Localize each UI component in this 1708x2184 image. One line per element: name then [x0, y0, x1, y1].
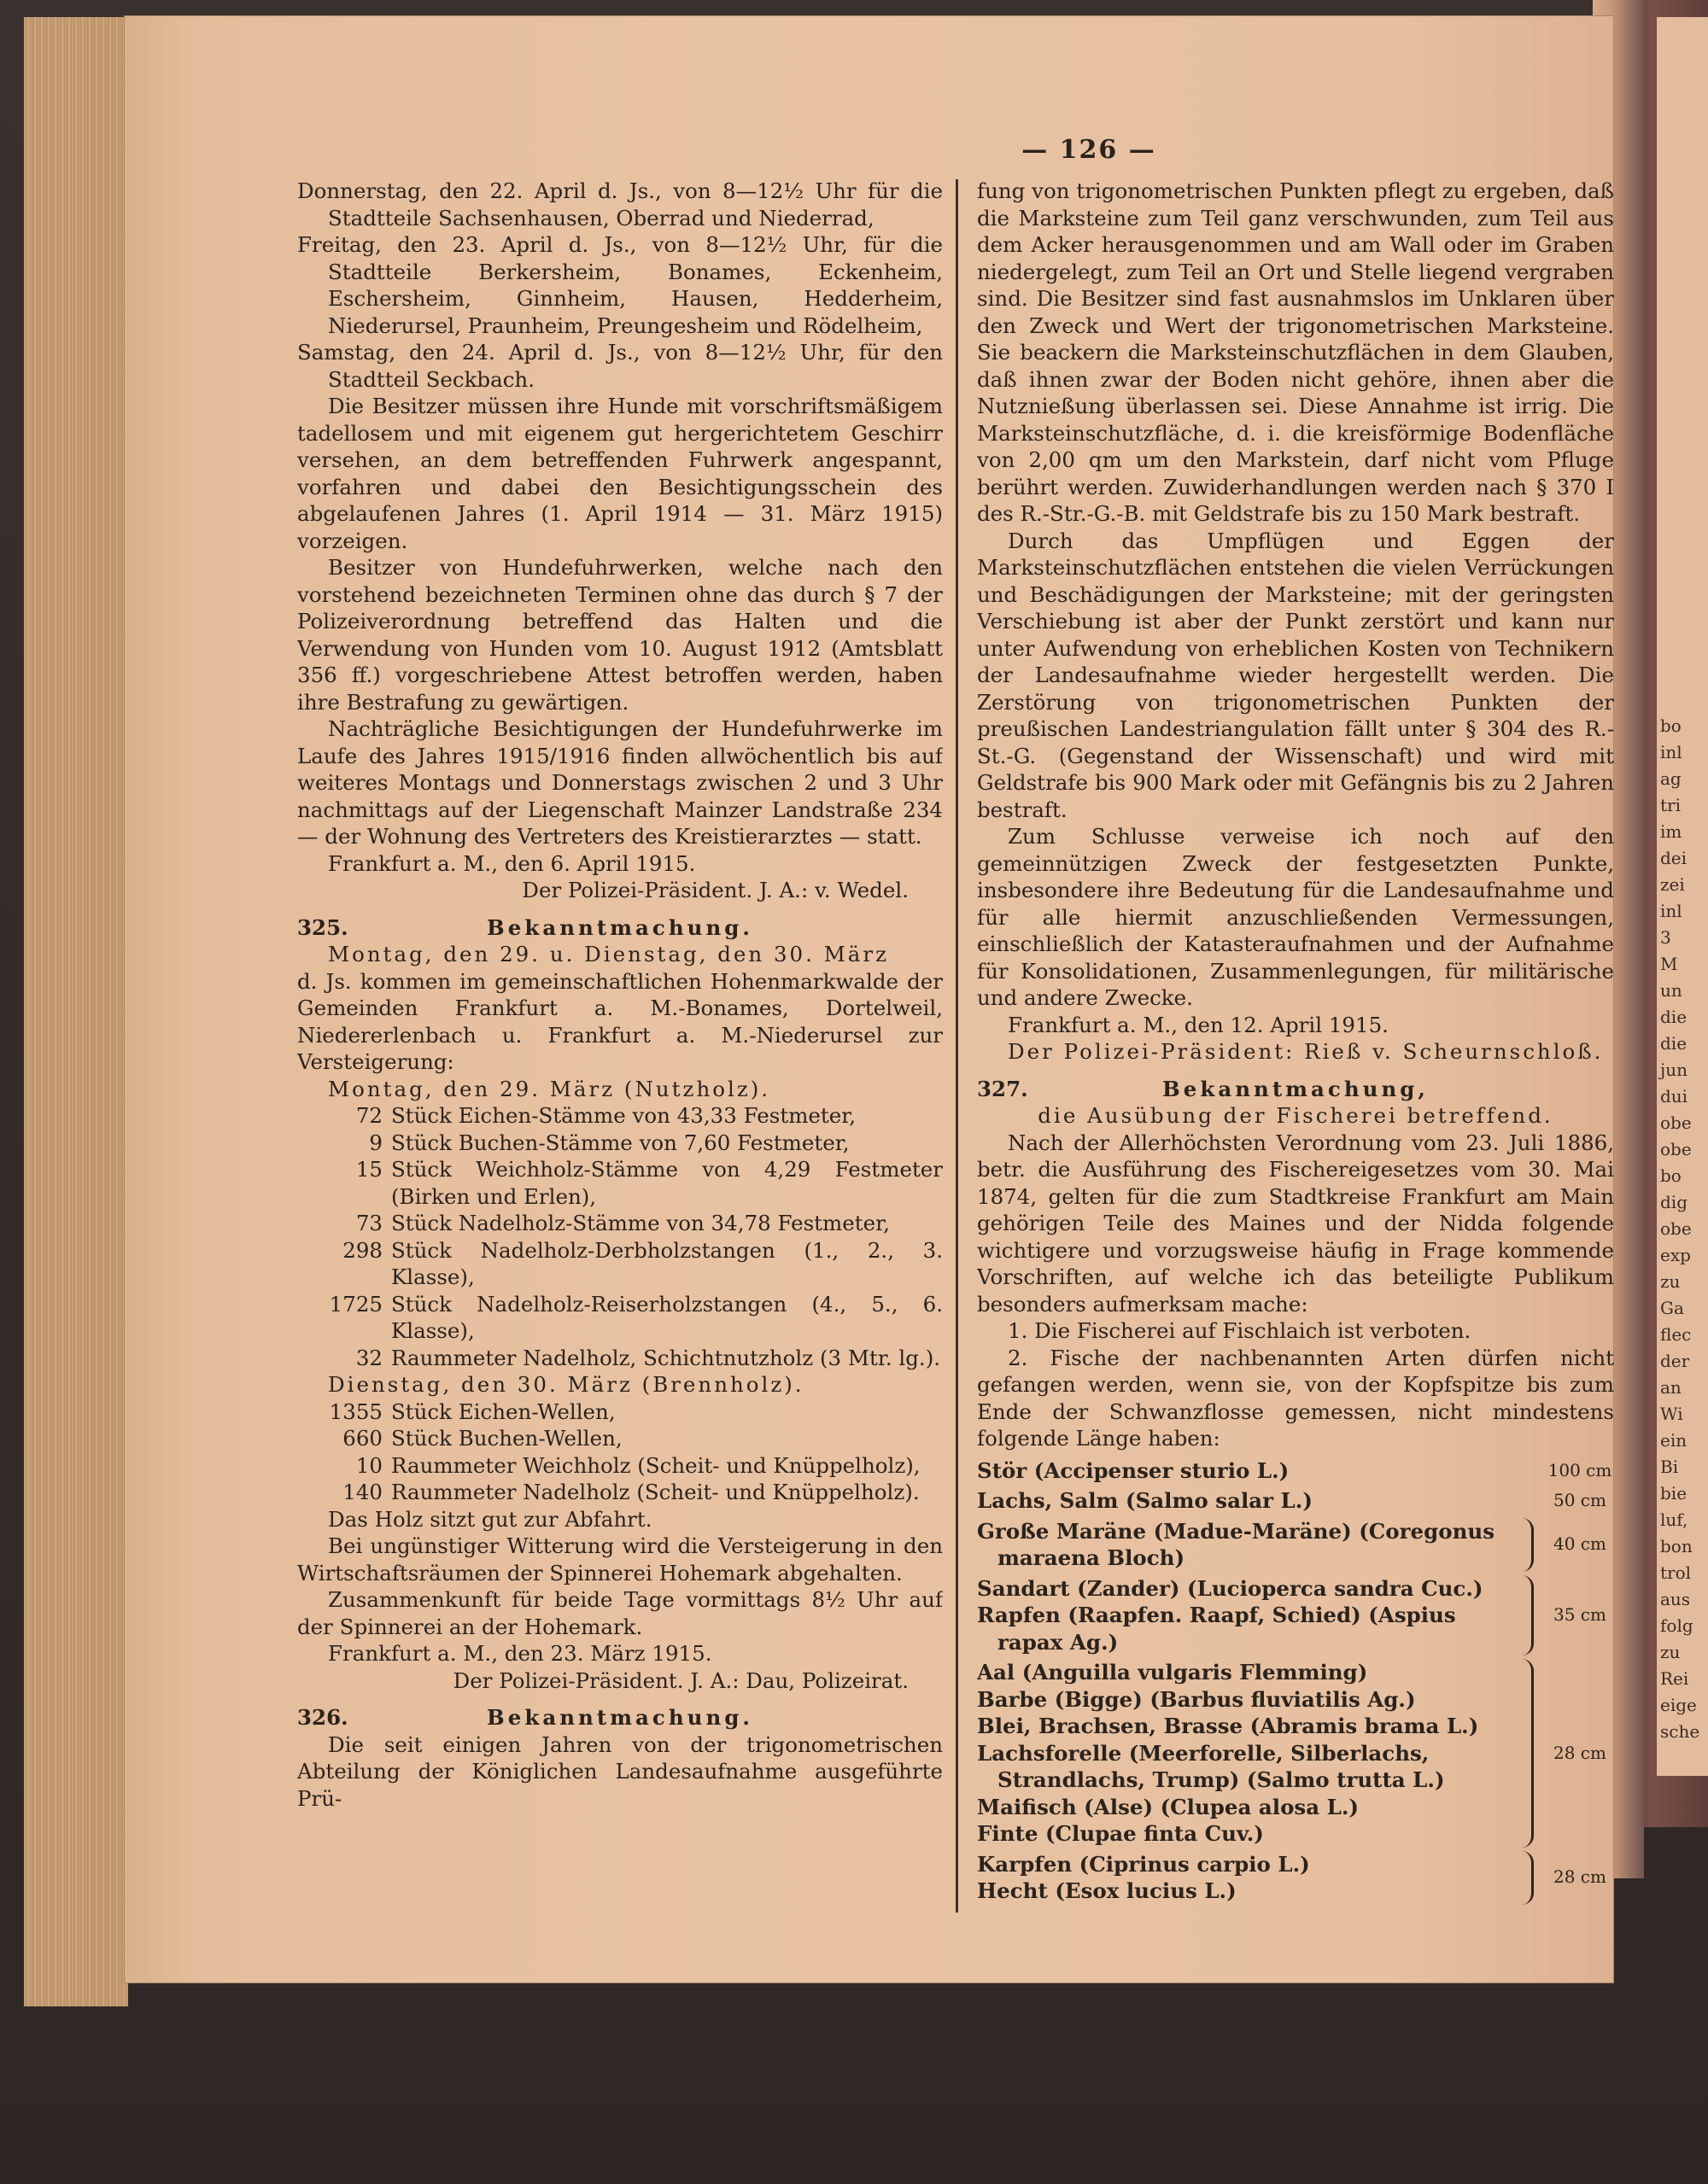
adjacent-page-fragment: zu [1660, 1271, 1681, 1292]
item-desc: Raummeter Nadelholz (Scheit- und Knüppelholz). [391, 1480, 920, 1504]
tuesday-list [297, 1399, 943, 1506]
item-desc: Stück Weichholz-Stämme von 4,29 Festmeter (Birken und Erlen), [391, 1157, 943, 1209]
min-size: 100 cm [1547, 1459, 1612, 1480]
list-item [297, 1425, 943, 1452]
column-divider [956, 179, 958, 1912]
qty: 9 [369, 1130, 383, 1155]
min-size: 35 cm [1553, 1604, 1606, 1625]
paragraph: Zusammenkunft für beide Tage vormittags 8½ Uhr auf der Spinnerei an der Hohemark. [297, 1587, 943, 1639]
adjacent-page-fragment: zei [1660, 874, 1685, 895]
fish-name: Stör (Accipenser sturio L.) [977, 1457, 1290, 1483]
paragraph: fung von trigonometrischen Punkten pflegt zu ergeben, daß die Marksteine zum Teil ganz verschwunden, zum Teil aus dem Acker herausgenommen und am Wall oder im Graben niedergelegt, zum Teil an Ort und Stelle liegend vergraben sind. Die Besitzer sind fast ausnahmslos im Unklaren über den Zweck und Wert der trigonometrischen Marksteine. Sie beackern die Marksteinschutzflächen in dem Glauben, daß ihnen zwar der Boden nicht gehöre, ihnen aber die Nutznießung überlassen sei. Diese Annahme ist irrig. Die Marksteinschutzfläche, d. i. die kreisförmige Bodenfläche von 2,00 qm um den Markstein, darf nicht vom Pfluge berührt werden. Zuwiderhandlungen werden nach § 370 I des R.-Str.-G.-B. mit Geldstrafe bis zu 150 Mark bestraft. [977, 178, 1614, 526]
qty: 15 [355, 1157, 383, 1182]
adjacent-page-fragment: flec [1660, 1324, 1692, 1345]
adjacent-page-fragment: dui [1660, 1086, 1688, 1107]
fish-name: Finte (Clupae finta Cuv.) [977, 1821, 1264, 1846]
adjacent-page-fragment: die [1660, 1033, 1688, 1054]
adjacent-page-fragment: ein [1660, 1430, 1688, 1451]
paragraph: Nachträgliche Besichtigungen der Hundefuhrwerke im Laufe des Jahres 1915/1916 finden allwöchentlich bis auf weiteres Montags und Donnerstags zwischen 2 und 3 Uhr nachmittags auf der Liegenschaft Mainzer Landstraße 234 — der Wohnung des Vertreters des Kreistierarztes — statt. [297, 716, 943, 849]
adjacent-page-fragment: exp [1660, 1245, 1691, 1265]
left-column [297, 178, 943, 1936]
adjacent-page-fragment: bon [1660, 1536, 1693, 1556]
adjacent-page-fragment: die [1660, 1007, 1688, 1027]
adjacent-page-fragment: bo [1660, 715, 1682, 736]
adjacent-page-fragment: M [1660, 954, 1678, 974]
notice-title: Bekanntmachung. [487, 1705, 753, 1730]
list-item [297, 1399, 943, 1426]
adjacent-page-fragment: sche [1660, 1721, 1700, 1742]
item-desc: Stück Buchen-Wellen, [391, 1426, 623, 1451]
adjacent-page-fragment: obe [1660, 1218, 1692, 1239]
notice-325-heading [297, 914, 943, 942]
page-number: — 126 — [1021, 135, 1156, 165]
item-desc: Raummeter Nadelholz, Schichtnutzholz (3 Mtr. lg.). [391, 1345, 941, 1370]
fish-name: Maifisch (Alse) (Clupea alosa L.) [977, 1794, 1359, 1819]
fish-name: Blei, Brachsen, Brasse (Abramis brama L.) [977, 1714, 1479, 1738]
fish-name: Hecht (Esox lucius L.) [977, 1878, 1237, 1903]
fish-name: Rapfen (Raapfen. Raapf, Schied) (Aspius rapax Ag.) [977, 1603, 1456, 1655]
min-size: 28 cm [1553, 1742, 1606, 1763]
date-line: Frankfurt a. M., den 6. April 1915. [328, 850, 696, 876]
notice-326-heading [297, 1704, 943, 1731]
date-line: Frankfurt a. M., den 23. März 1915. [328, 1641, 712, 1666]
notice-327-heading [977, 1076, 1614, 1103]
tuesday-heading: Dienstag, den 30. März (Brennholz). [328, 1372, 804, 1397]
fish-group [977, 1851, 1614, 1905]
notice-number: 326. [297, 1705, 348, 1730]
fish-name: Aal (Anguilla vulgaris Flemming) [977, 1660, 1368, 1685]
adjacent-page-fragment: zu [1660, 1642, 1681, 1662]
adjacent-page-fragment: tri [1660, 795, 1681, 815]
fish-group [977, 1575, 1614, 1656]
paragraph: Das Holz sitzt gut zur Abfahrt. [328, 1506, 652, 1532]
fish-group [977, 1457, 1614, 1485]
qty: 1725 [329, 1291, 383, 1317]
list-item [297, 1452, 943, 1480]
signature: Der Polizei-Präsident. J. A.: v. Wedel. [522, 878, 909, 902]
qty: 73 [355, 1211, 383, 1235]
notice-number: 325. [297, 914, 348, 940]
qty: 660 [342, 1426, 383, 1451]
list-item [297, 1345, 943, 1372]
item-desc: Stück Nadelholz-Reiserholzstangen (4., 5., 6. Klasse), [391, 1291, 943, 1343]
list-item [297, 1237, 943, 1291]
item-desc: Stück Eichen-Wellen, [391, 1399, 616, 1424]
adjacent-page-fragment: aus [1660, 1589, 1691, 1609]
adjacent-page-fragment: jun [1660, 1060, 1688, 1080]
item-desc: Stück Eichen-Stämme von 43,33 Festmeter, [391, 1103, 857, 1128]
adjacent-page-fragment: ag [1660, 768, 1682, 789]
adjacent-page-fragment: Ga [1660, 1298, 1684, 1318]
qty: 140 [342, 1480, 383, 1504]
schedule-saturday: Samstag, den 24. April d. Js., von 8—12½ Uhr, für den Stadtteil Seckbach. [297, 340, 943, 392]
adjacent-page-fragment: Wi [1660, 1404, 1683, 1424]
rule-2: 2. Fische der nachbenannten Arten dürfen nicht gefangen werden, wenn sie, von der Kopfspitze bis zum Ende der Schwanzflosse gemessen, nicht mindestens folgende Länge haben: [977, 1345, 1614, 1451]
adjacent-page-fragment: 3 [1660, 927, 1671, 948]
adjacent-page-fragment: obe [1660, 1139, 1692, 1159]
fish-name: Barbe (Bigge) (Barbus fluviatilis Ag.) [977, 1686, 1416, 1712]
adjacent-page-fragment: inl [1660, 901, 1682, 921]
brace [1509, 1659, 1534, 1848]
fish-size-table [977, 1457, 1614, 1905]
signature: Der Polizei-Präsident: Rieß v. Scheurnschloß. [1008, 1039, 1604, 1064]
qty: 10 [355, 1452, 383, 1478]
auction-dates: Montag, den 29. u. Dienstag, den 30. März [328, 942, 890, 966]
min-size: 50 cm [1553, 1490, 1606, 1510]
adjacent-page-fragment: dei [1660, 848, 1688, 868]
brace [1509, 1575, 1534, 1656]
fish-name: Karpfen (Ciprinus carpio L.) [977, 1851, 1310, 1877]
schedule-thursday: Donnerstag, den 22. April d. Js., von 8—12½ Uhr für die Stadtteile Sachsenhausen, Oberrad und Niederrad, [297, 178, 943, 231]
item-desc: Stück Nadelholz-Derbholzstangen (1., 2., 3. Klasse), [391, 1237, 943, 1289]
fish-name: Lachs, Salm (Salmo salar L.) [977, 1488, 1313, 1513]
qty: 72 [355, 1103, 383, 1128]
item-desc: Stück Buchen-Stämme von 7,60 Festmeter, [391, 1130, 850, 1155]
right-column [977, 178, 1614, 1936]
paragraph: Bei ungünstiger Witterung wird die Versteigerung in den Wirtschaftsräumen der Spinnerei Hohemark abgehalten. [297, 1533, 943, 1585]
adjacent-page-fragment: bo [1660, 1165, 1682, 1186]
adjacent-page-fragment: dig [1660, 1192, 1688, 1212]
paragraph: Besitzer von Hundefuhrwerken, welche nach den vorstehend bezeichneten Terminen ohne das durch § 7 der Polizeiverordnung betreffend das Halten und die Verwendung von Hunden vom 10. August 1912 (Amtsblatt 356 ff.) vorgeschriebene Attest betroffen werden, haben ihre Bestrafung zu gewärtigen. [297, 555, 943, 715]
monday-heading: Montag, den 29. März (Nutzholz). [328, 1076, 771, 1101]
item-desc: Stück Nadelholz-Stämme von 34,78 Festmeter, [391, 1211, 890, 1235]
adjacent-page-fragment: Bi [1660, 1457, 1679, 1477]
adjacent-page-fragment: im [1660, 821, 1682, 842]
adjacent-page-fragment: obe [1660, 1112, 1692, 1133]
adjacent-page-fragment: bie [1660, 1483, 1688, 1504]
list-item [297, 1210, 943, 1237]
date-line: Frankfurt a. M., den 12. April 1915. [1008, 1012, 1389, 1037]
fish-name: Sandart (Zander) (Lucioperca sandra Cuc.) [977, 1575, 1483, 1601]
list-item [297, 1130, 943, 1157]
qty: 1355 [329, 1399, 383, 1424]
paragraph: Nach der Allerhöchsten Verordnung vom 23. Juli 1886, betr. die Ausführung des Fischereigesetzes vom 30. Mai 1874, gelten für die zum Stadtkreise Frankfurt am Main gehörigen Teile des Maines und der Nidda folgende wichtigere und vorzugsweise häufig in Frage kommende Vorschriften, auf welche ich das beteiligte Publikum besonders aufmerksam mache: [977, 1130, 1614, 1317]
monday-list [297, 1102, 943, 1371]
qty: 298 [342, 1237, 383, 1263]
list-item [297, 1102, 943, 1130]
item-desc: Raummeter Weichholz (Scheit- und Knüppelholz), [391, 1452, 921, 1478]
adjacent-page [1657, 17, 1708, 1776]
list-item [297, 1156, 943, 1210]
paragraph: Durch das Umpflügen und Eggen der Marksteinschutzflächen entstehen die vielen Verrückungen und Beschädigungen der Marksteine; mit der geringsten Verschiebung ist aber der Punkt zerstört und kann nur unter Aufwendung von erheblichen Kosten von Technikern der Landesaufnahme wieder hergestellt werden. Die Zerstörung von trigonometrischen Punkten der preußischen Landestriangulation fällt unter § 304 des R.-St.-G. (Gegenstand der Wissenschaft) und wird mit Geldstrafe bis 900 Mark oder mit Gefängnis bis zu 2 Jahren bestraft. [977, 528, 1614, 822]
adjacent-page-fragment: Rei [1660, 1668, 1689, 1689]
fish-group [977, 1659, 1614, 1848]
paragraph: Zum Schlusse verweise ich noch auf den gemeinnützigen Zweck der festgesetzten Punkte, insbesondere ihre Bedeutung für die Landesaufnahme und für alle hiermit anzuschließenden Vermessungen, einschließlich der Katasteraufnahmen und der Aufnahme für Konsolidationen, Zusammenlegungen, für militärische und andere Zwecke. [977, 824, 1614, 1010]
adjacent-page-fragment: folg [1660, 1615, 1693, 1636]
adjacent-page-fragment: luf, [1660, 1510, 1688, 1530]
notice-subtitle: die Ausübung der Fischerei betreffend. [1038, 1103, 1553, 1128]
min-size: 28 cm [1553, 1866, 1606, 1888]
brace [1509, 1518, 1534, 1572]
adjacent-page-fragment: eige [1660, 1695, 1697, 1715]
adjacent-page-fragment: der [1660, 1351, 1690, 1371]
notice-title: Bekanntmachung. [487, 914, 753, 940]
adjacent-page-fragment: inl [1660, 742, 1682, 762]
fish-name: Lachsforelle (Meerforelle, Silberlachs, Strandlachs, Trump) (Salmo trutta L.) [977, 1740, 1445, 1792]
brace [1509, 1851, 1534, 1905]
rule-1: 1. Die Fischerei auf Fischlaich ist verboten. [1008, 1318, 1471, 1343]
notice-number: 327. [977, 1076, 1028, 1101]
fish-name: Große Maräne (Madue-Maräne) (Coregonus maraena Bloch) [977, 1518, 1495, 1570]
qty: 32 [355, 1345, 383, 1370]
auction-intro: d. Js. kommen im gemeinschaftlichen Hohenmarkwalde der Gemeinden Frankfurt a. M.-Bonames, Dortelweil, Niedererlenbach u. Frankfurt a. M.-Niederursel zur Versteigerung: [297, 968, 943, 1074]
paragraph: Die Besitzer müssen ihre Hunde mit vorschriftsmäßigem tadellosem und mit eigenem gut hergerichtetem Geschirr versehen, an dem betreffenden Fuhrwerk angespannt, vorfahren und dabei den Besichtigungsschein des abgelaufenen Jahres (1. April 1914 — 31. März 1915) vorzeigen. [297, 394, 943, 553]
fish-group [977, 1487, 1614, 1515]
schedule-friday: Freitag, den 23. April d. Js., von 8—12½ Uhr, für die Stadtteile Berkersheim, Bonames, Eckenheim, Eschersheim, Ginnheim, Hausen, Hedderheim, Niederursel, Praunheim, Preungesheim und Rödelheim, [297, 232, 943, 338]
fish-group [977, 1518, 1614, 1572]
list-item [297, 1479, 943, 1506]
adjacent-page-fragment: un [1660, 980, 1682, 1001]
list-item [297, 1291, 943, 1345]
paragraph: Die seit einigen Jahren von der trigonometrischen Abteilung der Königlichen Landesaufnahme ausgeführte Prü- [297, 1731, 943, 1811]
min-size: 40 cm [1553, 1533, 1606, 1555]
notice-title: Bekanntmachung, [1162, 1076, 1429, 1101]
adjacent-page-fragment: trol [1660, 1562, 1692, 1583]
signature: Der Polizei-Präsident. J. A.: Dau, Polizeirat. [453, 1667, 909, 1693]
page-edges [24, 17, 128, 2006]
adjacent-page-fragment: an [1660, 1377, 1682, 1398]
